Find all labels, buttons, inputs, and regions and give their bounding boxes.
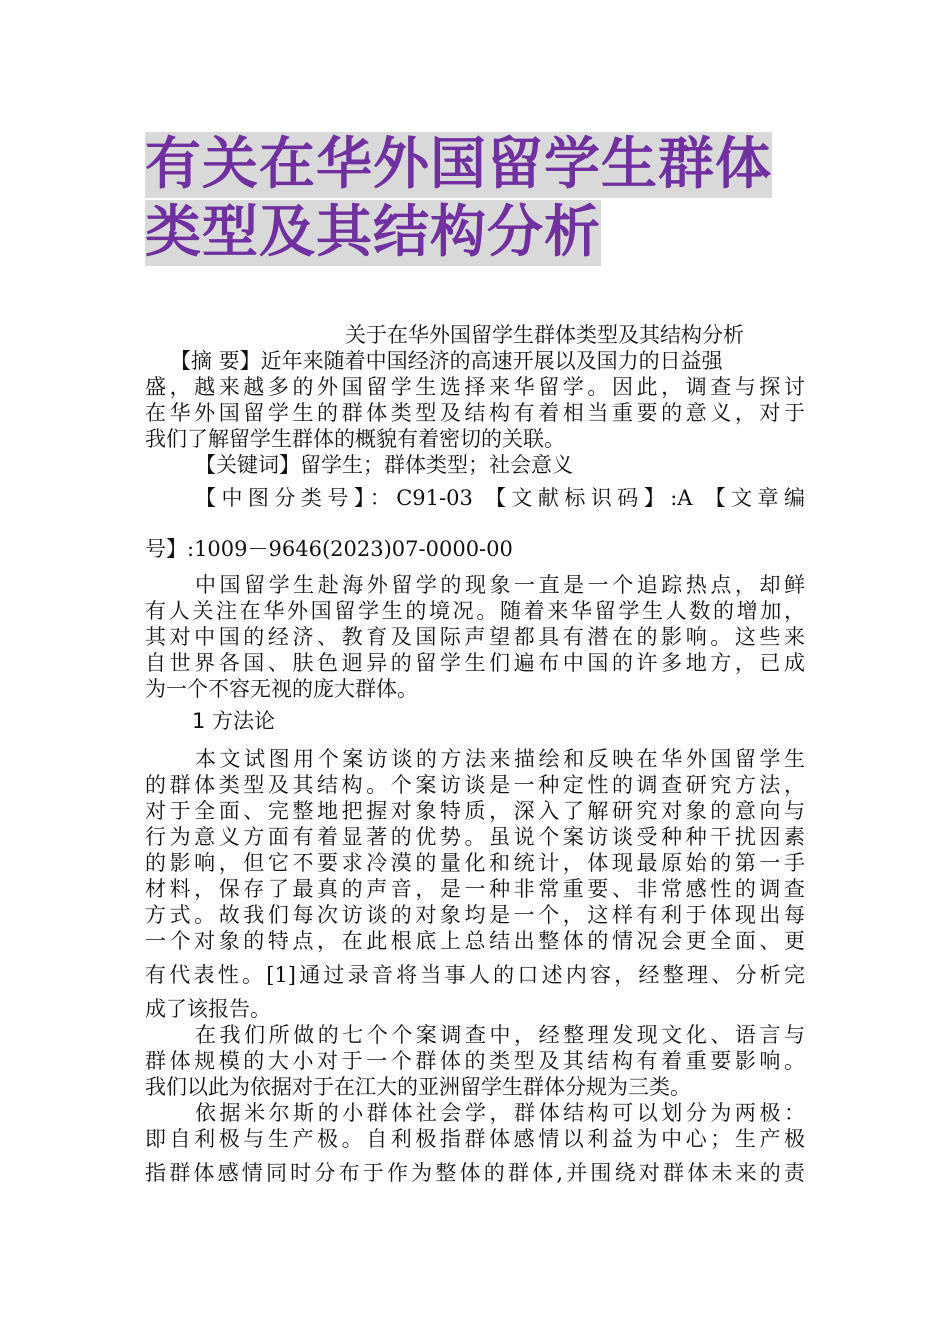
title-line-2: 类型及其结构分析 [145,200,601,265]
cases-line: 我们以此为依据对于在江大的亚洲留学生群体分规为三类。 [145,1075,691,1099]
method-line: 的群体类型及其结构。个案访谈是一种定性的调查研究方法， [145,773,805,797]
cases-line: 在我们所做的七个个案调查中，经整理发现文化、语言与 [195,1023,805,1047]
method-line: 方式。故我们每次访谈的对象均是一个，这样有利于体现出每 [145,903,805,927]
abstract-line: 盛，越来越多的外国留学生选择来华留学。因此，调查与探讨 [145,375,805,399]
section-heading: 1 方法论 [192,709,276,733]
method-line: 行为意义方面有着显著的优势。虽说个案访谈受种种干扰因素 [145,825,805,849]
classification-line: 【中图分类号】：C91-03 【文献标识码】:A 【文章编 [195,486,805,510]
cases-line: 群体规模的大小对于一个群体的类型及其结构有着重要影响。 [145,1049,805,1073]
method-line: 有代表性。[1]通过录音将当事人的口述内容，经整理、分析完 [145,963,805,987]
abstract-line: 【摘 要】近年来随着中国经济的高速开展以及国力的日益强 [170,349,723,373]
mills-line: 依据米尔斯的小群体社会学，群体结构可以划分为两极： [195,1101,805,1125]
classification-line: 号】:1009－9646(2023)07-0000-00 [145,537,513,561]
method-line: 成了该报告。 [145,997,271,1021]
mills-line: 即自利极与生产极。自利极指群体感情以利益为中心；生产极 [145,1127,805,1151]
method-line: 的影响，但它不要求冷漠的量化和统计，体现最原始的第一手 [145,851,805,875]
subtitle: 关于在华外国留学生群体类型及其结构分析 [345,323,744,347]
intro-line: 自世界各国、肤色迥异的留学生们遍布中国的许多地方，已成 [145,651,805,675]
method-line: 对于全面、完整地把握对象特质，深入了解研究对象的意向与 [145,799,805,823]
abstract-line: 在华外国留学生的群体类型及结构有着相当重要的意义，对于 [145,401,805,425]
mills-line: 指群体感情同时分布于作为整体的群体,并围绕对群体未来的责 [145,1161,805,1185]
method-line: 本文试图用个案访谈的方法来描绘和反映在华外国留学生 [195,747,805,771]
abstract-line: 我们了解留学生群体的概貌有着密切的关联。 [145,427,565,451]
intro-line: 有人关注在华外国留学生的境况。随着来华留学生人数的增加， [145,599,805,623]
intro-line: 为一个不容无视的庞大群体。 [145,677,418,701]
method-line: 一个对象的特点，在此根底上总结出整体的情况会更全面、更 [145,929,805,953]
title-line-1: 有关在华外国留学生群体 [145,132,772,197]
method-line: 材料，保存了最真的声音，是一种非常重要、非常感性的调查 [145,877,805,901]
keywords: 【关键词】留学生；群体类型；社会意义 [195,453,573,477]
intro-line: 中国留学生赴海外留学的现象一直是一个追踪热点，却鲜 [195,573,805,597]
intro-line: 其对中国的经济、教育及国际声望都具有潜在的影响。这些来 [145,625,805,649]
